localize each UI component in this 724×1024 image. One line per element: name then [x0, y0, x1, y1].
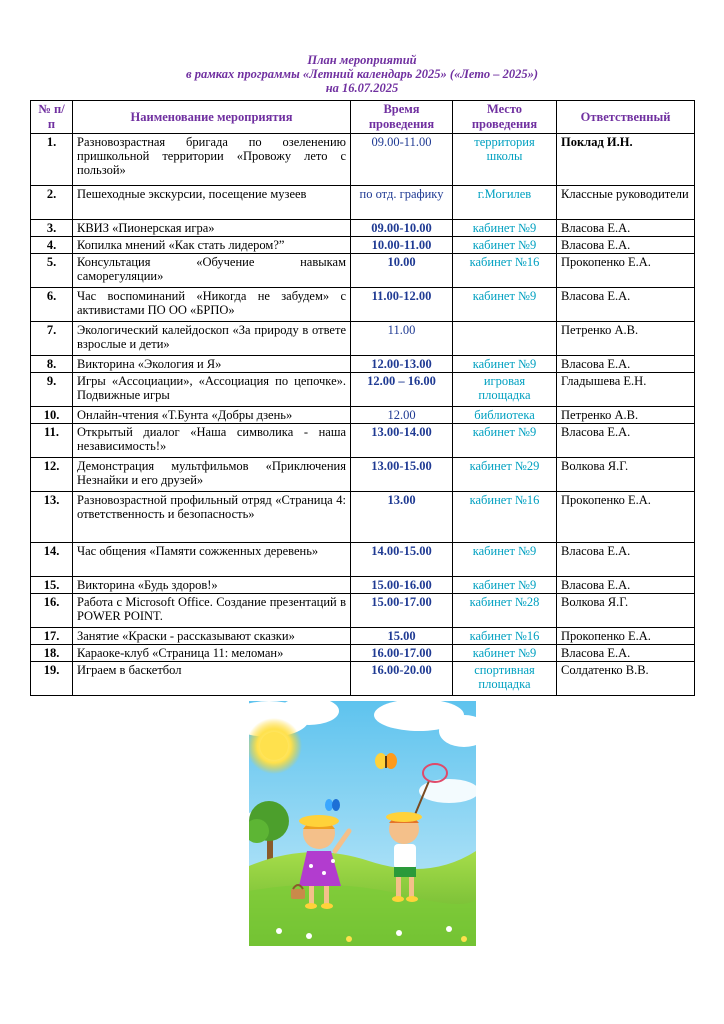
event-time: 09.00-10.00: [351, 220, 453, 237]
table-row: [31, 237, 695, 254]
event-time: 16.00-17.00: [351, 645, 453, 662]
event-time: 14.00-15.00: [351, 543, 453, 577]
event-name: Викторина «Будь здоров!»: [73, 577, 351, 594]
row-number: 8.: [31, 356, 73, 373]
row-number: 16.: [31, 594, 73, 628]
summer-kids-illustration: [249, 701, 476, 946]
table-header-row: [31, 101, 695, 134]
event-time: 10.00: [351, 254, 453, 288]
row-number: 6.: [31, 288, 73, 322]
table-row: [31, 424, 695, 458]
table-row: [31, 492, 695, 543]
event-responsible: Власова Е.А.: [557, 645, 695, 662]
table-row: [31, 662, 695, 696]
event-time: 12.00 – 16.00: [351, 373, 453, 407]
event-name: Викторина «Экология и Я»: [73, 356, 351, 373]
event-responsible: Классные руководители: [557, 186, 695, 220]
event-place: кабинет №9: [453, 288, 557, 322]
event-time: 12.00-13.00: [351, 356, 453, 373]
event-place: кабинет №9: [453, 543, 557, 577]
event-name: Разновозрастная бригада по озеленению пришкольной территории «Провожу лето с пользой»: [73, 134, 351, 186]
event-time: 13.00-15.00: [351, 458, 453, 492]
header-date: на 16.07.2025: [325, 81, 399, 95]
event-time: 15.00-17.00: [351, 594, 453, 628]
row-number: 12.: [31, 458, 73, 492]
event-responsible: Волкова Я.Г.: [557, 458, 695, 492]
event-responsible: Солдатенко В.В.: [557, 662, 695, 696]
row-number: 4.: [31, 237, 73, 254]
event-name: Экологический калейдоскоп «За природу в ответе взрослые и дети»: [73, 322, 351, 356]
row-number: 18.: [31, 645, 73, 662]
row-number: 7.: [31, 322, 73, 356]
header-num: № п/п: [31, 101, 73, 134]
event-responsible: Власова Е.А.: [557, 543, 695, 577]
row-number: 10.: [31, 407, 73, 424]
event-place: кабинет №9: [453, 356, 557, 373]
row-number: 9.: [31, 373, 73, 407]
event-name: Час воспоминаний «Никогда не забудем» с активистами ПО ОО «БРПО»: [73, 288, 351, 322]
row-number: 13.: [31, 492, 73, 543]
table-row: [31, 628, 695, 645]
event-time: 11.00-12.00: [351, 288, 453, 322]
table-row: [31, 356, 695, 373]
event-time: 11.00: [351, 322, 453, 356]
row-number: 15.: [31, 577, 73, 594]
event-place: кабинет №16: [453, 628, 557, 645]
table-row: [31, 645, 695, 662]
event-name: Консультация «Обучение навыкам саморегуляции»: [73, 254, 351, 288]
table-row: [31, 407, 695, 424]
event-place: кабинет №9: [453, 577, 557, 594]
row-number: 17.: [31, 628, 73, 645]
event-time: 13.00: [351, 492, 453, 543]
event-responsible: Петренко А.В.: [557, 322, 695, 356]
table-row: [31, 134, 695, 186]
row-number: 11.: [31, 424, 73, 458]
event-name: Работа с Microsoft Office. Создание презентаций в POWER POINT.: [73, 594, 351, 628]
event-responsible: Петренко А.В.: [557, 407, 695, 424]
event-name: Час общения «Памяти сожженных деревень»: [73, 543, 351, 577]
event-responsible: Прокопенко Е.А.: [557, 492, 695, 543]
event-responsible: Поклад И.Н.: [557, 134, 695, 186]
event-name: Разновозрастной профильный отряд «Страница 4: ответственность и безопасность»: [73, 492, 351, 543]
event-time: 16.00-20.00: [351, 662, 453, 696]
document-header: [0, 53, 724, 95]
table-row: [31, 254, 695, 288]
event-responsible: Власова Е.А.: [557, 356, 695, 373]
event-place: кабинет №9: [453, 237, 557, 254]
event-place: кабинет №28: [453, 594, 557, 628]
event-time: 15.00: [351, 628, 453, 645]
event-responsible: Власова Е.А.: [557, 288, 695, 322]
event-name: Занятие «Краски - рассказывают сказки»: [73, 628, 351, 645]
events-table: [30, 100, 695, 696]
event-time: 15.00-16.00: [351, 577, 453, 594]
event-name: Караоке-клуб «Страница 11: меломан»: [73, 645, 351, 662]
event-name: Онлайн-чтения «Т.Бунта «Добры дзень»: [73, 407, 351, 424]
event-name: КВИЗ «Пионерская игра»: [73, 220, 351, 237]
event-place: кабинет №16: [453, 492, 557, 543]
table-row: [31, 220, 695, 237]
event-time: 12.00: [351, 407, 453, 424]
event-place: кабинет №29: [453, 458, 557, 492]
table-row: [31, 594, 695, 628]
event-place: спортивная площадка: [453, 662, 557, 696]
event-responsible: Прокопенко Е.А.: [557, 254, 695, 288]
event-responsible: Власова Е.А.: [557, 237, 695, 254]
table-row: [31, 543, 695, 577]
event-place: кабинет №9: [453, 220, 557, 237]
event-place: кабинет №9: [453, 424, 557, 458]
event-name: Играем в баскетбол: [73, 662, 351, 696]
event-place: библиотека: [453, 407, 557, 424]
event-place: кабинет №16: [453, 254, 557, 288]
event-name: Игры «Ассоциации», «Ассоциация по цепочке». Подвижные игры: [73, 373, 351, 407]
event-responsible: Гладышева Е.Н.: [557, 373, 695, 407]
event-time: по отд. графику: [351, 186, 453, 220]
row-number: 3.: [31, 220, 73, 237]
table-row: [31, 577, 695, 594]
row-number: 14.: [31, 543, 73, 577]
event-responsible: Прокопенко Е.А.: [557, 628, 695, 645]
event-place: г.Могилев: [453, 186, 557, 220]
event-time: 10.00-11.00: [351, 237, 453, 254]
header-name: Наименование мероприятия: [73, 101, 351, 134]
row-number: 5.: [31, 254, 73, 288]
event-responsible: Власова Е.А.: [557, 220, 695, 237]
table-row: [31, 186, 695, 220]
event-place: кабинет №9: [453, 645, 557, 662]
table-row: [31, 458, 695, 492]
event-responsible: Власова Е.А.: [557, 577, 695, 594]
header-title: План мероприятий: [307, 53, 417, 67]
event-responsible: Волкова Я.Г.: [557, 594, 695, 628]
table-row: [31, 288, 695, 322]
table-row: [31, 373, 695, 407]
event-name: Демонстрация мультфильмов «Приключения Незнайки и его друзей»: [73, 458, 351, 492]
event-name: Пешеходные экскурсии, посещение музеев: [73, 186, 351, 220]
event-place: игровая площадка: [453, 373, 557, 407]
row-number: 19.: [31, 662, 73, 696]
header-resp: Ответственный: [557, 101, 695, 134]
event-time: 13.00-14.00: [351, 424, 453, 458]
event-place: территория школы: [453, 134, 557, 186]
row-number: 2.: [31, 186, 73, 220]
header-time: Время проведения: [351, 101, 453, 134]
table-row: [31, 322, 695, 356]
header-place: Место проведения: [453, 101, 557, 134]
event-name: Копилка мнений «Как стать лидером?”: [73, 237, 351, 254]
event-name: Открытый диалог «Наша символика - наша независимость!»: [73, 424, 351, 458]
event-place: [453, 322, 557, 356]
header-program: в рамках программы «Летний календарь 2025» («Лето – 2025»): [186, 67, 538, 81]
event-time: 09.00-11.00: [351, 134, 453, 186]
row-number: 1.: [31, 134, 73, 186]
event-responsible: Власова Е.А.: [557, 424, 695, 458]
